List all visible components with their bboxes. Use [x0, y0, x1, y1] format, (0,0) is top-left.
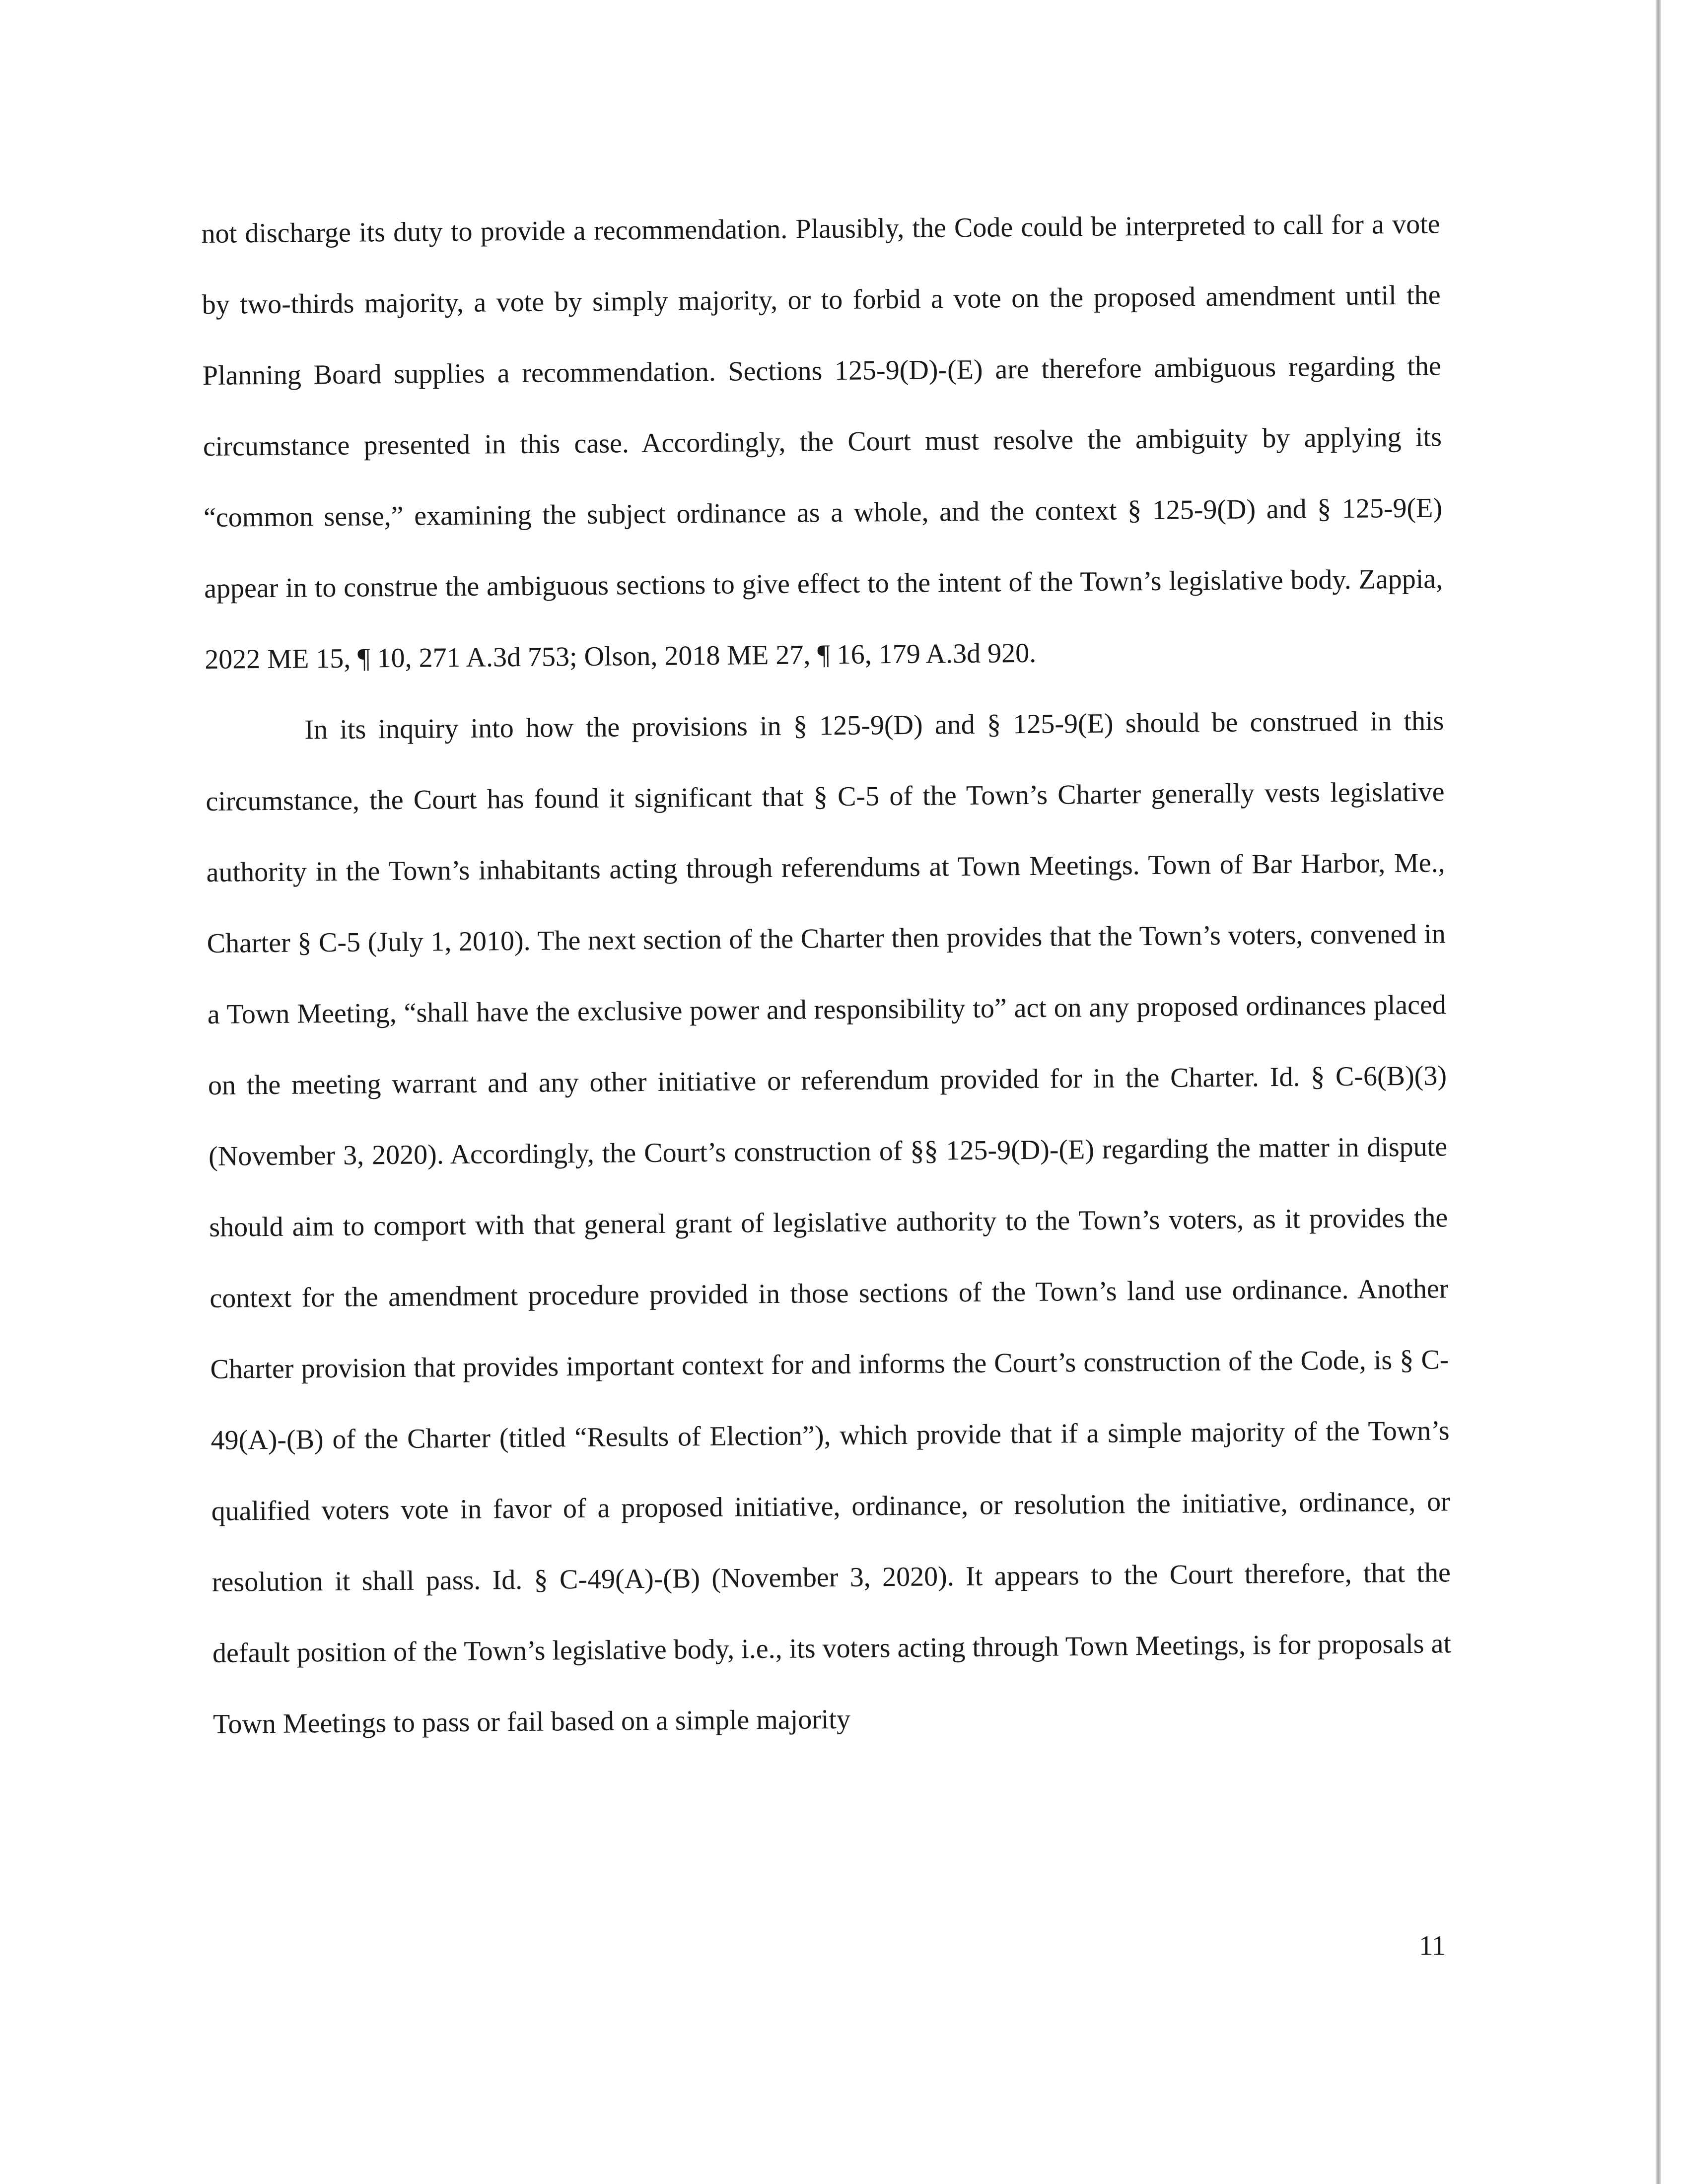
- paragraph-charter-analysis: In its inquiry into how the provisions in § 125-9(D) and § 125-9(E) should be construed in this circumstance, the Court has found it significant that § C-5 of the Town’s Charter generally vests legislative authority in the Town’s inhabitants acting through referendums at Town Meetings. Town of Bar Harbor, Me., Charter § C-5 (July 1, 2010). The next section of the Charter then provides that the Town’s voters, convened in a Town Meeting, “shall have the exclusive power and responsibility to” act on any proposed ordinances placed on the meeting warrant and any other initiative or referendum provided for in the Charter. Id. § C-6(B)(3) (November 3, 2020). Accordingly, the Court’s construction of §§ 125-9(D)-(E) regarding the matter in dispute should aim to comport with that general grant of legislative authority to the Town’s voters, as it provides the context for the amendment procedure provided in those sections of the Town’s land use ordinance. Another Charter provision that provides important context for and informs the Court’s construction of the Code, is § C-49(A)-(B) of the Charter (titled “Results of Election”), which provide that if a simple majority of the Town’s qualified voters vote in favor of a proposed initiative, ordinance, or resolution the initiative, ordinance, or resolution it shall pass. Id. § C-49(A)-(B) (November 3, 2020). It appears to the Court therefore, that the default position of the Town’s legislative body, i.e., its voters acting through Town Meetings, is for proposals at Town Meetings to pass or fail based on a simple majority: [206, 705, 1452, 1740]
- scan-edge-line: [1656, 0, 1661, 2184]
- page-number: 11: [1419, 1930, 1446, 1961]
- paragraph-continuation: not discharge its duty to provide a recommendation. Plausibly, the Code could be interpreted to call for a vote by two-thirds majority, a vote by simply majority, or to forbid a vote on the proposed amendment until the Planning Board supplies a recommendation. Sections 125-9(D)-(E) are therefore ambiguous regarding the circumstance presented in this case. Accordingly, the Court must resolve the ambiguity by applying its “common sense,” examining the subject ordinance as a whole, and the context § 125-9(D) and § 125-9(E) appear in to construe the ambiguous sections to give effect to the intent of the Town’s legislative body. Zappia, 2022 ME 15, ¶ 10, 271 A.3d 753; Olson, 2018 ME 27, ¶ 16, 179 A.3d 920.: [201, 208, 1443, 675]
- body-text: [201, 189, 1452, 1760]
